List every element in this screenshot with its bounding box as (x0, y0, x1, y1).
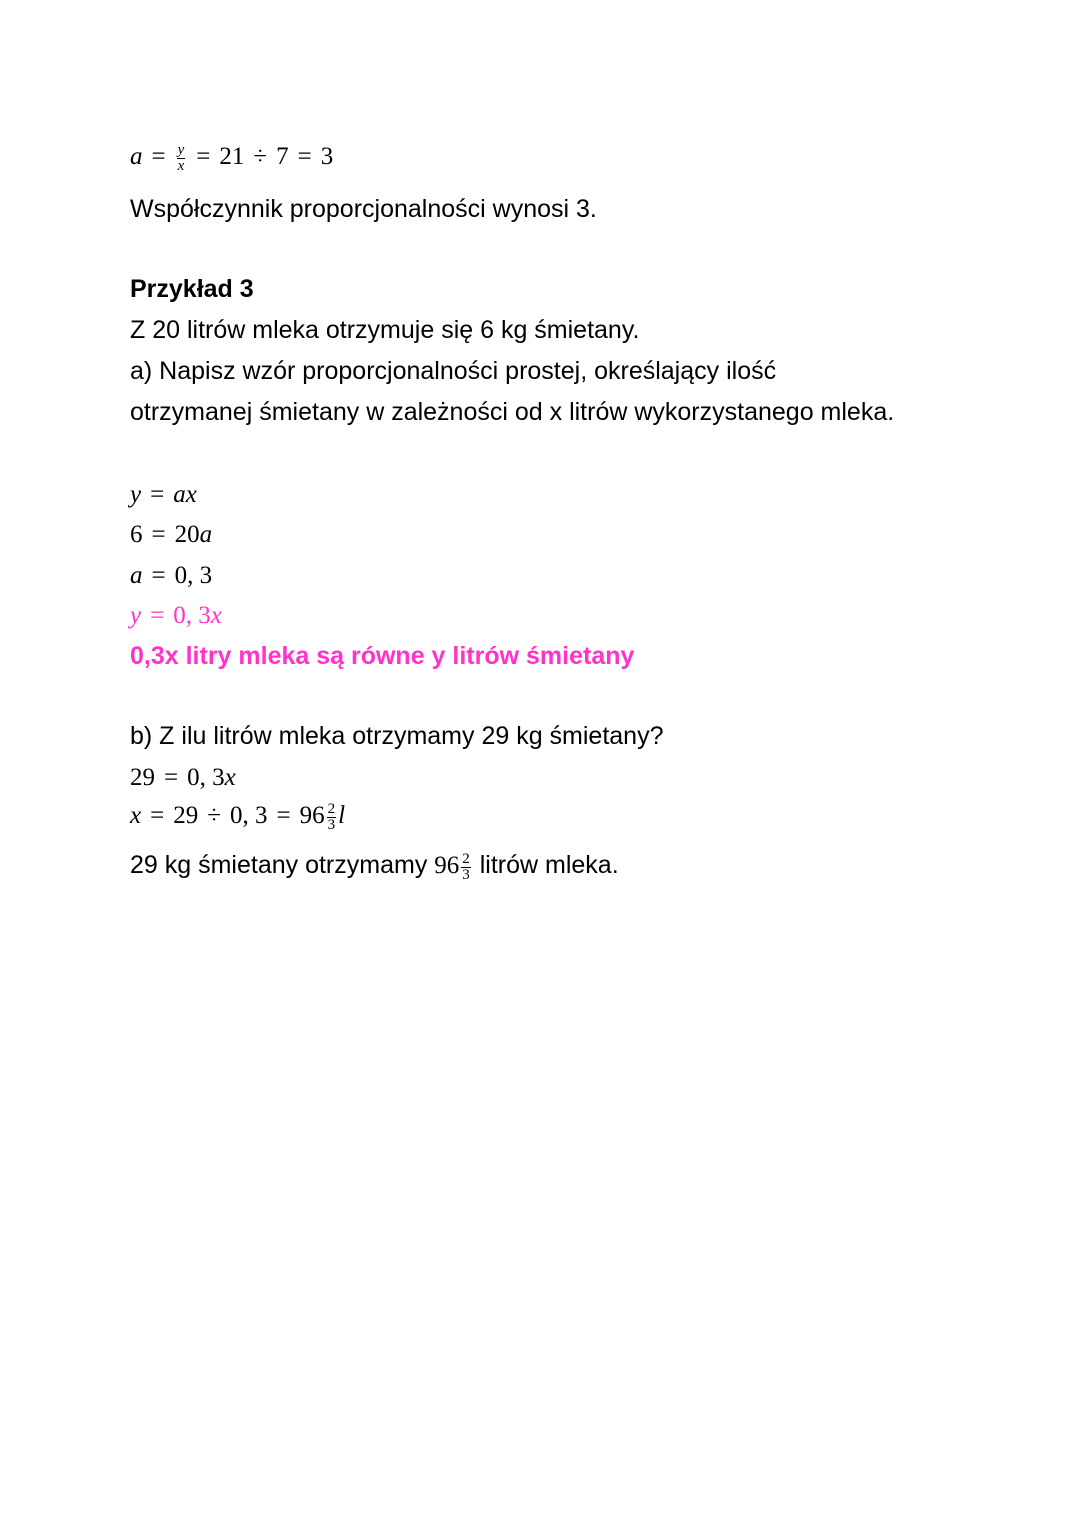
part-b-question: b) Z ilu litrów mleka otrzymamy 29 kg śmietany? (130, 722, 664, 750)
rhs: 0, 3 (174, 562, 213, 589)
solution-a-line2 (130, 522, 212, 547)
division-sign: ÷ (253, 143, 268, 171)
var-a: a (130, 143, 143, 171)
fraction-two-thirds (327, 802, 337, 833)
answer-text-after: litrów mleka. (479, 851, 619, 880)
solution-a-formula (130, 603, 222, 628)
example-title: Przykład 3 (130, 275, 254, 303)
problem-statement: Z 20 litrów mleka otrzymuje się 6 kg śmietany. (130, 316, 640, 344)
solution-a-line3 (130, 563, 212, 588)
fraction-denominator: 3 (462, 867, 470, 883)
equals-sign: = (164, 764, 179, 791)
mixed-number-whole: 96 (299, 802, 325, 830)
part-b-line2 (130, 802, 345, 833)
equals-sign: = (150, 802, 165, 830)
result: 3 (320, 143, 334, 171)
equals-sign: = (297, 143, 312, 171)
rhs-variable: a (199, 521, 213, 548)
division-sign: ÷ (207, 802, 221, 830)
solution-a-line1 (130, 482, 197, 507)
divisor: 0, 3 (229, 802, 268, 830)
equals-sign: = (276, 802, 291, 830)
coefficient-sentence: Współczynnik proporcjonalności wynosi 3. (130, 195, 597, 223)
equals-sign: = (151, 143, 166, 171)
fraction-y-over-x (177, 143, 186, 174)
mixed-number-whole: 96 (434, 852, 460, 880)
rhs-variable: x (224, 764, 236, 791)
equation-coefficient (130, 143, 333, 174)
fraction-denominator: 3 (327, 817, 336, 833)
solution-a-conclusion: 0,3x litry mleka są równe y litrów śmietany (130, 642, 635, 670)
lhs: x (130, 802, 142, 830)
fraction-denominator: x (177, 158, 185, 174)
rhs-variable: x (210, 602, 222, 629)
lhs: 6 (130, 521, 143, 548)
equals-sign: = (151, 562, 166, 589)
equals-sign: = (150, 602, 165, 629)
rhs: ax (173, 481, 197, 508)
fraction-numerator: 2 (462, 851, 470, 867)
lhs: 29 (130, 764, 155, 791)
lhs: y (130, 481, 142, 508)
fraction-two-thirds (461, 852, 471, 883)
equals-sign: = (150, 481, 165, 508)
lhs: y (130, 602, 142, 629)
rhs-number: 0, 3 (187, 764, 225, 791)
part-a-question-line2: otrzymanej śmietany w zależności od x litrów wykorzystanego mleka. (130, 398, 895, 426)
answer-text-before: 29 kg śmietany otrzymamy (130, 851, 428, 880)
lhs: a (130, 562, 143, 589)
divisor: 7 (276, 143, 289, 171)
part-b-answer (130, 852, 619, 883)
dividend: 29 (173, 802, 199, 830)
part-a-question-line1: a) Napisz wzór proporcjonalności prostej, określający ilość (130, 357, 777, 385)
rhs-number: 0, 3 (173, 602, 211, 629)
answer-mixed-number (434, 851, 473, 883)
rhs-number: 20 (174, 521, 200, 548)
fraction-numerator: 2 (327, 801, 336, 817)
dividend: 21 (219, 143, 245, 171)
fraction-numerator: y (177, 142, 185, 158)
equals-sign: = (196, 143, 211, 171)
unit-liter: l (338, 802, 346, 830)
equals-sign: = (151, 521, 166, 548)
part-b-line1 (130, 765, 236, 790)
